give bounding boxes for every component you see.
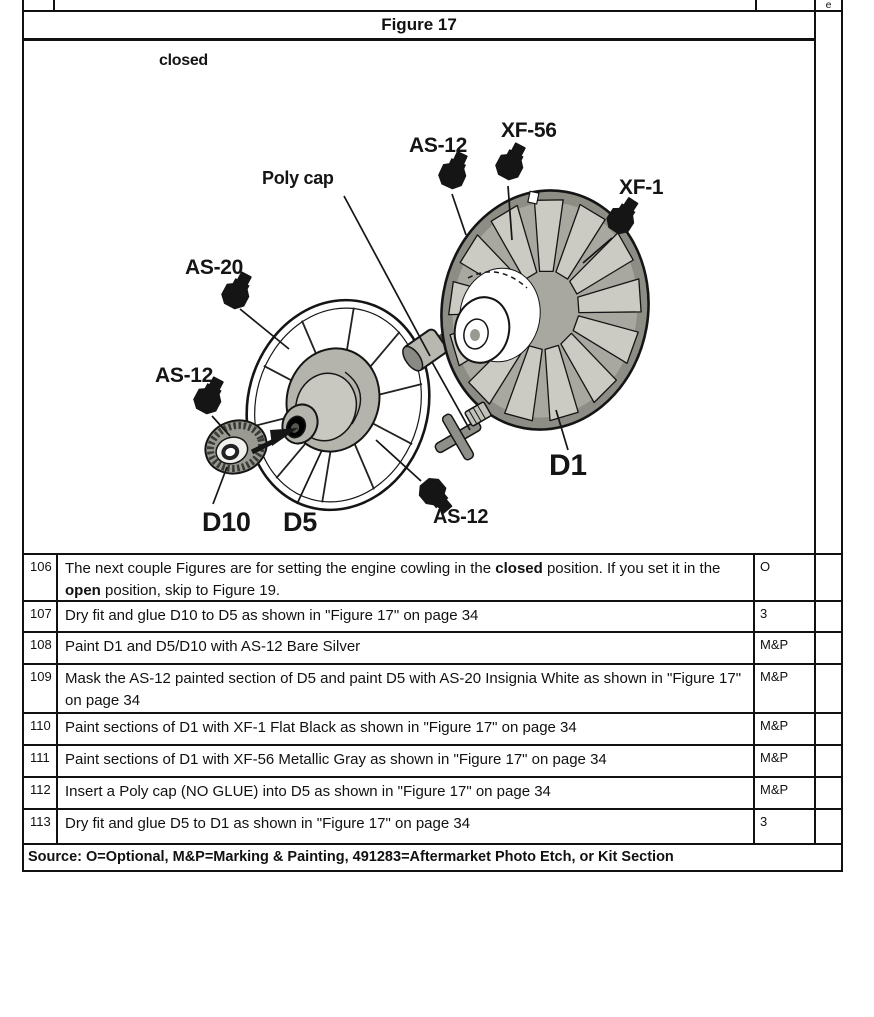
step-description: Dry fit and glue D5 to D1 as shown in "Figure 17" on page 34 — [58, 810, 755, 843]
step-number: 106 — [24, 555, 58, 600]
table-row — [24, 633, 841, 665]
step-description: The next couple Figures are for setting the engine cowling in the closed position. If you set it in the open position, skip to Figure 19. — [58, 555, 755, 600]
empty-cell — [816, 746, 841, 776]
figure-label-d5: D5 — [283, 507, 317, 537]
engine-assembly-illustration — [24, 41, 814, 553]
source-legend — [24, 845, 841, 870]
step-number: 113 — [24, 810, 58, 843]
empty-cell — [816, 714, 841, 744]
step-number: 111 — [24, 746, 58, 776]
step-source-code: 3 — [755, 602, 816, 631]
table-row — [24, 602, 841, 633]
table-edge-line — [53, 0, 55, 10]
step-number: 107 — [24, 602, 58, 631]
figure-label-d1: D1 — [549, 449, 587, 482]
step-description: Paint sections of D1 with XF-56 Metallic Gray as shown in "Figure 17" on page 34 — [58, 746, 755, 776]
step-description: Dry fit and glue D10 to D5 as shown in "Figure 17" on page 34 — [58, 602, 755, 631]
empty-cell — [816, 633, 841, 663]
figure-label-as20: AS-20 — [185, 256, 244, 279]
step-source-code: M&P — [755, 714, 816, 744]
figure-label-as12-left: AS-12 — [155, 364, 214, 387]
page-right-border — [841, 0, 843, 553]
step-description: Paint sections of D1 with XF-1 Flat Black as shown in "Figure 17" on page 34 — [58, 714, 755, 744]
step-source-code: M&P — [755, 746, 816, 776]
step-number: 108 — [24, 633, 58, 663]
figure-label-as12-top: AS-12 — [409, 134, 468, 157]
table-row — [24, 555, 841, 602]
figure-label-xf56: XF-56 — [501, 119, 557, 142]
paint-jar-icon — [492, 139, 532, 184]
source-legend-text: Source: O=Optional, M&P=Marking & Painting, 491283=Aftermarket Photo Etch, or Kit Section — [28, 849, 674, 865]
figure-label-xf1: XF-1 — [619, 176, 664, 199]
empty-cell — [816, 665, 841, 712]
table-row — [24, 778, 841, 810]
table-edge-line — [755, 0, 757, 10]
figure-label-poly-cap: Poly cap — [262, 168, 334, 188]
table-row — [24, 746, 841, 778]
figure-label-as12-bottom: AS-12 — [433, 506, 489, 528]
step-source-code: O — [755, 555, 816, 600]
figure-label-d10: D10 — [202, 507, 251, 537]
figure-right-border — [814, 0, 816, 553]
step-description: Paint D1 and D5/D10 with AS-12 Bare Silver — [58, 633, 755, 663]
top-right-cell: e — [825, 0, 832, 11]
step-number: 112 — [24, 778, 58, 808]
figure-title-row — [24, 12, 814, 41]
step-number: 110 — [24, 714, 58, 744]
poly-cap-cross-part — [432, 402, 492, 463]
empty-cell — [816, 555, 841, 600]
figure-title: Figure 17 — [381, 15, 457, 34]
step-source-code: 3 — [755, 810, 816, 843]
figure-label-closed: closed — [159, 52, 208, 69]
empty-cell — [816, 778, 841, 808]
empty-cell — [816, 810, 841, 843]
table-row — [24, 665, 841, 714]
figure-canvas — [24, 41, 814, 553]
steps-table-body — [24, 555, 841, 845]
step-source-code: M&P — [755, 633, 816, 663]
step-source-code: M&P — [755, 778, 816, 808]
step-source-code: M&P — [755, 665, 816, 712]
step-description: Mask the AS-12 painted section of D5 and paint D5 with AS-20 Insignia White as shown in "Figure 17" on page 34 — [58, 665, 755, 712]
table-row — [24, 810, 841, 845]
steps-table — [22, 553, 843, 872]
step-description: Insert a Poly cap (NO GLUE) into D5 as shown in "Figure 17" on page 34 — [58, 778, 755, 808]
empty-cell — [816, 602, 841, 631]
step-number: 109 — [24, 665, 58, 712]
table-row — [24, 714, 841, 746]
